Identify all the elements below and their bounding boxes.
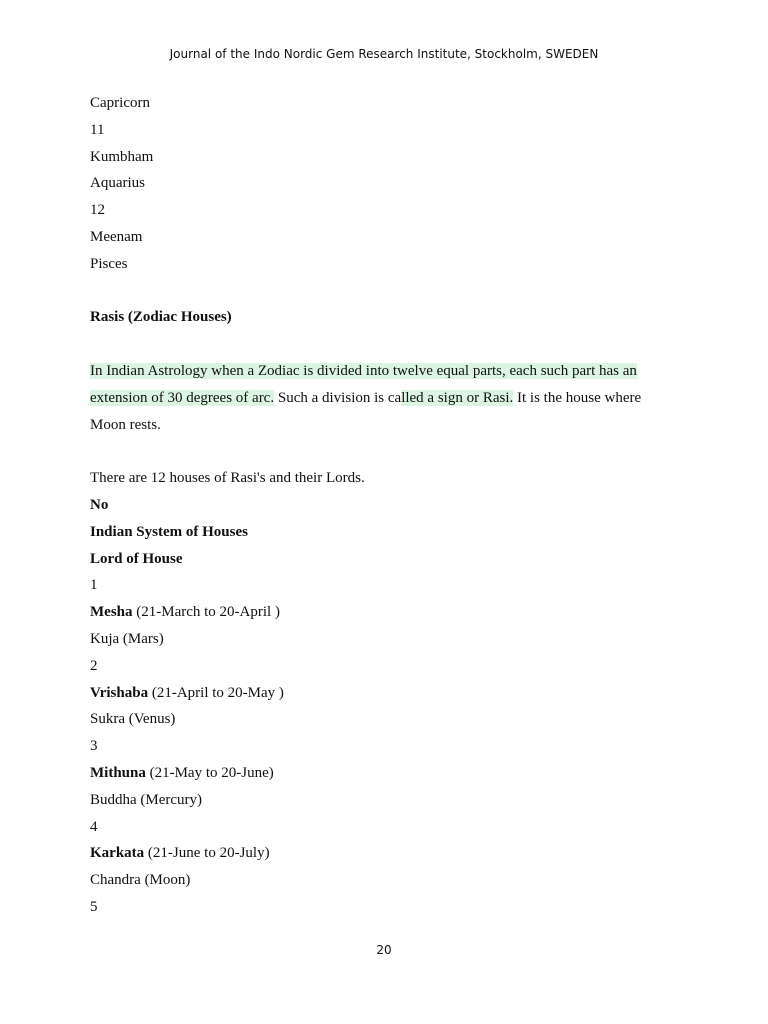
header-lord: Lord of House (90, 550, 183, 567)
section-title: Rasis (Zodiac Houses) (90, 309, 232, 326)
page-content (90, 90, 650, 921)
list-item: Aquarius (90, 175, 145, 192)
house-lord: Chandra (Moon) (90, 872, 191, 889)
house-dates: (21-May to 20-June) (145, 764, 274, 781)
house-lord: Sukra (Venus) (90, 711, 176, 728)
house-lord: Buddha (Mercury) (90, 791, 203, 808)
page-number: 20 (376, 943, 392, 957)
house-name: Vrishaba (90, 684, 149, 701)
house-number: 4 (90, 818, 98, 835)
house-name: Karkata (90, 845, 145, 862)
house-name: Mesha (90, 604, 133, 621)
house-number: 1 (90, 577, 98, 594)
house-name-line (90, 680, 650, 707)
intro-text: There are 12 houses of Rasi's and their Lords. (90, 470, 365, 487)
list-item: Capricorn (90, 95, 150, 111)
house-number: 2 (90, 657, 98, 674)
house-name-line (90, 599, 650, 626)
list-item: Pisces (90, 255, 128, 272)
section-paragraph: In Indian Astrology when a Zodiac is divided into twelve equal parts, each such part has an extension of 30 degrees of arc. Such a division is called a sign or Rasi. It is the house where Moon rests. (90, 362, 642, 433)
house-name-line (90, 840, 650, 867)
house-dates: (21-April to 20-May ) (148, 684, 284, 701)
journal-header: Journal of the Indo Nordic Gem Research Institute, Stockholm, SWEDEN (169, 47, 599, 61)
house-name: Mithuna (90, 764, 146, 781)
house-name-line (90, 760, 650, 787)
house-dates: (21-June to 20-July) (144, 845, 270, 862)
highlighted-text: In Indian Astrology when a Zodiac is divided into twelve equal parts, each such part has an extension of 30 degrees of arc. (90, 362, 637, 406)
list-item: Meenam (90, 228, 143, 245)
list-item: 11 (90, 121, 105, 138)
house-dates: (21-March to 20-April ) (132, 604, 280, 621)
house-number: 5 (90, 898, 98, 915)
list-item: 12 (90, 202, 105, 219)
house-lord: Kuja (Mars) (90, 630, 164, 647)
header-system: Indian System of Houses (90, 523, 248, 540)
list-item: Kumbham (90, 148, 154, 165)
header-no: No (90, 496, 109, 513)
house-number: 3 (90, 738, 98, 755)
highlighted-text: lled a sign or Rasi. (401, 389, 514, 406)
